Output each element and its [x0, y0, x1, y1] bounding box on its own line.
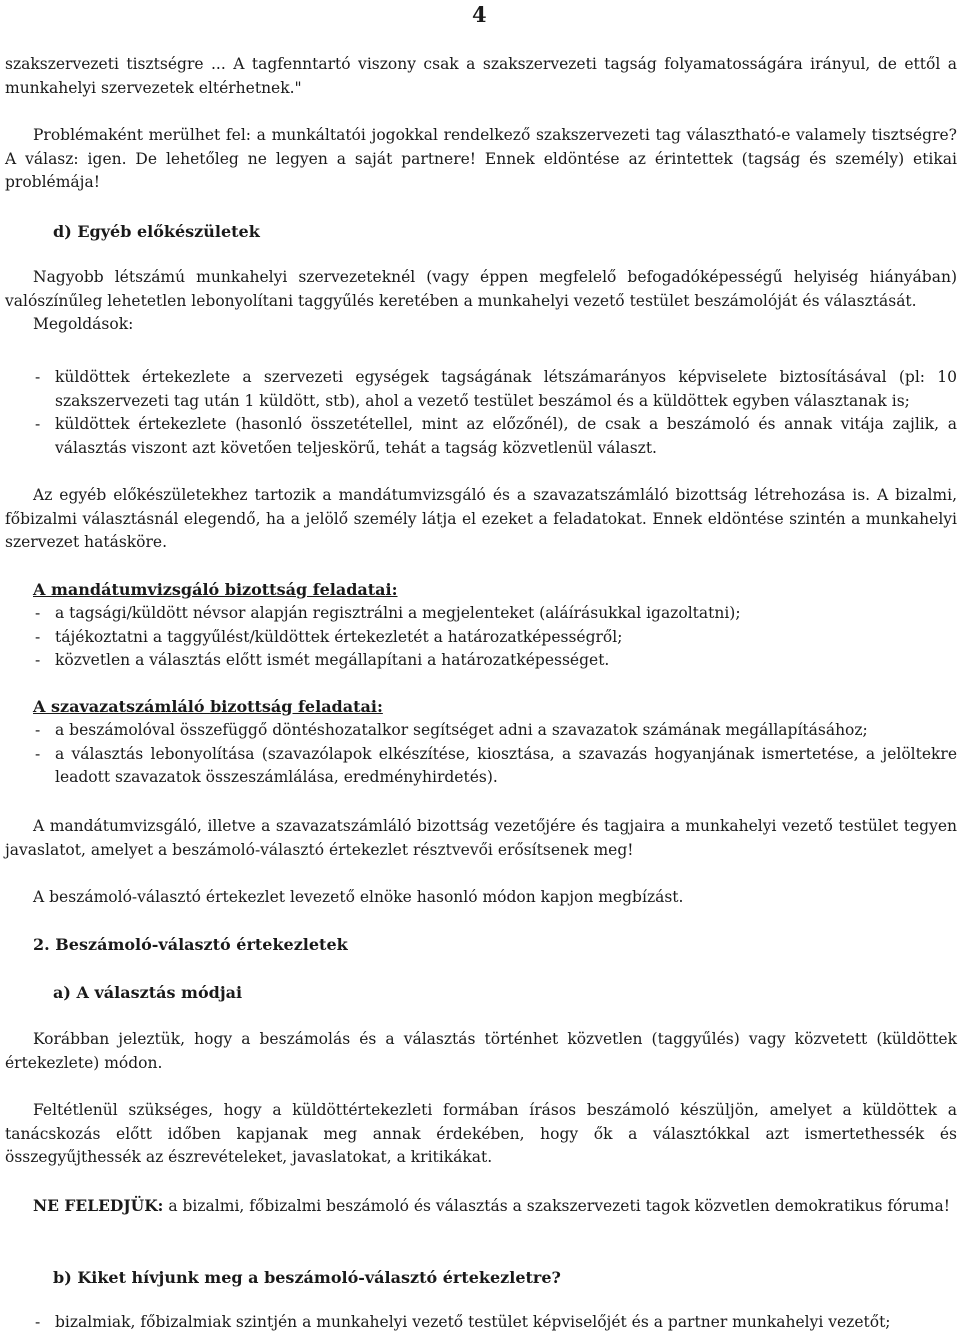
megoldasok-list — [5, 366, 957, 460]
list-dash: - — [35, 415, 41, 433]
list-dash: - — [35, 721, 41, 739]
javaslat-paragraph: A mandátumvizsgáló, illetve a szavazatszámláló bizottság vezetőjére és tagjaira a munkahelyi vezető testület tegyen javaslatot, amelyet a beszámoló-választó értekezlet résztvevői erősítsenek meg! — [5, 817, 957, 859]
heading-d-egyeb: d) Egyéb előkészületek — [53, 222, 260, 241]
list-dash: - — [35, 1313, 41, 1331]
list-item-text: bizalmiak, főbizalmiak szintjén a munkahelyi vezető testület képviselőjét és a partner munkahelyi vezetőt; — [55, 1313, 891, 1331]
list-item — [5, 626, 957, 650]
ne-feledjuk-text: a bizalmi, főbizalmi beszámoló és választás a szakszervezeti tagok közvetlen demokratikus fóruma! — [163, 1197, 950, 1215]
page-number: 4 — [472, 2, 487, 27]
list-item — [5, 1311, 957, 1335]
kiket-list — [5, 1311, 957, 1335]
list-item-text: közvetlen a választás előtt ismét megállapítani a határozatképességet. — [55, 651, 610, 669]
list-item — [5, 743, 957, 790]
list-item — [5, 602, 957, 626]
problem-paragraph: Problémaként merülhet fel: a munkáltatói jogokkal rendelkező szakszervezeti tag választható-e valamely tisztségre? A válasz: igen. De lehetőleg ne legyen a saját partnere! Ennek eldöntése az érintettek (tagság és személy) etikai problémája! — [5, 126, 957, 191]
egyeb-paragraph: Az egyéb előkészületekhez tartozik a mandátumvizsgáló és a szavazatszámláló bizottság létrehozása is. A bizalmi, főbizalmi választásnál elegendő, ha a jelölő személy látja el ezeket a feladatokat. Ennek eldöntése szintén a munkahelyi szervezet hatásköre. — [5, 486, 957, 551]
heading-szavazat: A szavazatszámláló bizottság feladatai: — [33, 697, 383, 716]
szavazat-list — [5, 719, 957, 790]
list-item-text: küldöttek értekezlete (hasonló összetétellel, mint az előzőnél), de csak a beszámoló és annak vitája zajlik, a választás viszont azt követően teljeskörű, tehát a tagság közvetlenül választ. — [55, 415, 957, 457]
intro-paragraph: szakszervezeti tisztségre ... A tagfenntartó viszony csak a szakszervezeti tagság folyamatosságára irányul, de ettől a munkahelyi szervezetek eltérhetnek." — [5, 55, 957, 97]
ne-feledjuk-paragraph — [5, 1194, 957, 1219]
nagyobb-text: Nagyobb létszámú munkahelyi szervezeteknél (vagy éppen megfelelő befogadóképességű helyiség hiányában) valószínűleg lehetetlen lebonyolítani taggyűlés keretében a munkahelyi vezető testület beszámolóját és választását. — [5, 268, 957, 310]
heading-a-valasztas: a) A választás módjai — [53, 983, 243, 1002]
nagyobb-paragraph — [5, 266, 957, 337]
list-dash: - — [35, 604, 41, 622]
list-item — [5, 719, 957, 743]
list-item — [5, 413, 957, 460]
list-item — [5, 366, 957, 413]
megoldasok-label: Megoldások: — [33, 315, 134, 333]
korabban-paragraph: Korábban jeleztük, hogy a beszámolás és a választás történhet közvetlen (taggyűlés) vagy közvetett (küldöttek értekezlete) módon. — [5, 1030, 957, 1072]
list-item-text: küldöttek értekezlete a szervezeti egységek tagságának létszámarányos képviselete biztosításával (pl: 10 szakszervezeti tag után 1 küldött, stb), ahol a vezető testület beszámol és a küldöttek egyben választanak is; — [55, 368, 957, 410]
levezeto-paragraph: A beszámoló-választó értekezlet levezető elnöke hasonló módon kapjon megbízást. — [33, 888, 684, 906]
list-item — [5, 649, 957, 673]
list-dash: - — [35, 744, 41, 763]
list-item-text: a tagsági/küldött névsor alapján regisztrálni a megjelenteket (aláírásukkal igazoltatni); — [55, 604, 741, 622]
feltetlenul-paragraph: Feltétlenül szükséges, hogy a küldöttértekezleti formában írásos beszámoló készüljön, amelyet a küldöttek a tanácskozás előtt időben kapjanak meg annak érdekében, hogy ők a választókkal azt ismertethessék és összegyűjthessék az észrevételeket, javaslatokat, a kritikákat. — [5, 1101, 957, 1166]
list-item-text: a beszámolóval összefüggő döntéshozatalkor segítséget adni a szavazatok számának megállapításához; — [55, 721, 868, 739]
list-item-text: tájékoztatni a taggyűlést/küldöttek értekezletét a határozatképességről; — [55, 627, 623, 646]
mandatum-list — [5, 602, 957, 673]
list-dash: - — [35, 368, 41, 386]
list-dash: - — [35, 627, 41, 646]
ne-feledjuk-label: NE FELEDJÜK: — [33, 1196, 164, 1215]
heading-2-beszamolo: 2. Beszámoló-választó értekezletek — [33, 935, 348, 954]
heading-b-kiket: b) Kiket hívjunk meg a beszámoló-választó értekezletre? — [53, 1268, 561, 1287]
list-dash: - — [35, 651, 41, 669]
list-item-text: a választás lebonyolítása (szavazólapok elkészítése, kiosztása, a szavazás hogyanjának ismertetése, a jelöltekre leadott szavazatok összeszámlálása, eredményhirdetés). — [55, 744, 957, 786]
heading-mandatum: A mandátumvizsgáló bizottság feladatai: — [33, 580, 398, 599]
